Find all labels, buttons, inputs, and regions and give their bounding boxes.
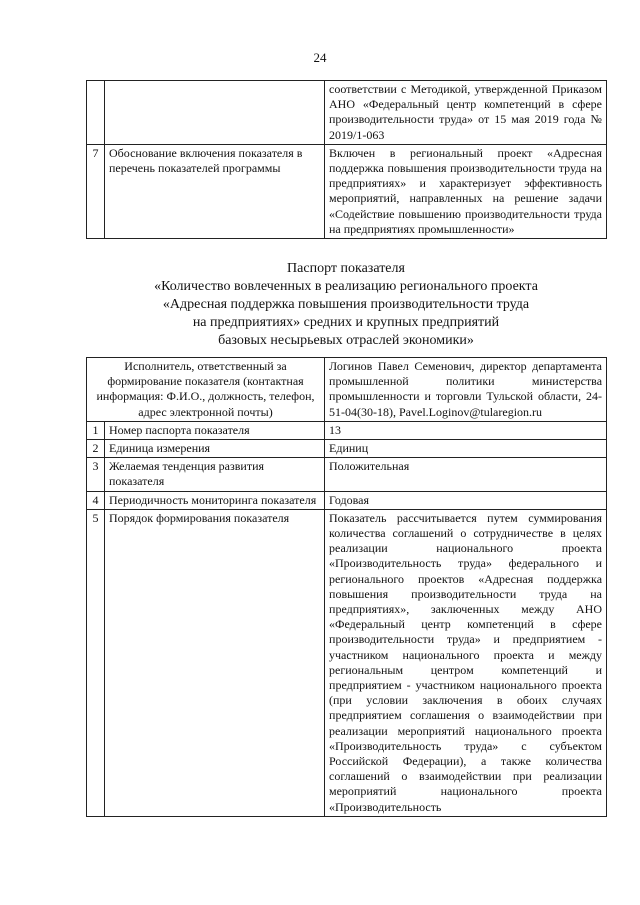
heading-line: на предприятиях» средних и крупных предприятий: [192, 315, 500, 330]
indicator-passport-table: [86, 357, 607, 817]
heading-line: Паспорт показателя: [287, 261, 405, 276]
row-value: Включен в региональный проект «Адресная поддержка повышения производительности труда на предприятиях» и характеризует эффективность мероприятий, направленных на решение задачи «Содействие повышению производительности труда на предприятиях промышленности»: [325, 144, 607, 238]
table-row: [87, 358, 607, 422]
page-number: 24: [313, 50, 327, 65]
table-row: [87, 509, 607, 816]
table-row: [87, 458, 607, 491]
row-number: 2: [87, 440, 105, 458]
row-label: [105, 81, 325, 145]
executor-label: Исполнитель, ответственный за формирование показателя (контактная информация: Ф.И.О., должность, телефон, адрес электронной почты): [87, 358, 325, 422]
table-row: [87, 81, 607, 145]
table-row: [87, 144, 607, 238]
row-number: 7: [87, 144, 105, 238]
row-value: 13: [325, 421, 607, 439]
row-label: Единица измерения: [105, 440, 325, 458]
table-row: [87, 440, 607, 458]
row-number: 5: [87, 509, 105, 816]
row-value: Годовая: [325, 491, 607, 509]
top-table: [86, 80, 607, 239]
table-row: [87, 421, 607, 439]
row-label: Обоснование включения показателя в перечень показателей программы: [105, 144, 325, 238]
heading-line: «Адресная поддержка повышения производительности труда: [162, 297, 530, 312]
row-label: Порядок формирования показателя: [105, 509, 325, 816]
row-value: Показатель рассчитывается путем суммирования количества соглашений о сотрудничестве в целях реализации национального проекта «Производительность труда» федерального и регионального проектов «Адресная поддержка повышения производительности труда на предприятиях», заключенных между АНО «Федеральный центр компетенций в сфере производительности труда» и предприятием - участником национального проекта и между региональным центром компетенций и предприятием - участником национального проекта (при условии заключения в обоих случаях предприятием соглашения о взаимодействии при реализации мероприятий национального проекта «Производительность труда» с субъектом Российской Федерации), а также количества соглашений о взаимодействии при реализации мероприятий национального проекта «Производительность: [325, 509, 607, 816]
row-label: Желаемая тенденция развития показателя: [105, 458, 325, 491]
row-number: [87, 81, 105, 145]
row-number: 4: [87, 491, 105, 509]
row-value: Единиц: [325, 440, 607, 458]
row-number: 3: [87, 458, 105, 491]
executor-value: Логинов Павел Семенович, директор департамента промышленной политики министерства промышленности и торговли Тульской области, 24-51-04(30-18), Pavel.Loginov@tularegion.ru: [325, 358, 607, 422]
table-row: [87, 491, 607, 509]
row-value: Положительная: [325, 458, 607, 491]
heading-line: базовых несырьевых отраслей экономики»: [218, 333, 474, 348]
row-label: Номер паспорта показателя: [105, 421, 325, 439]
row-value: соответствии с Методикой, утвержденной Приказом АНО «Федеральный центр компетенций в сфере производительности труда» от 15 мая 2019 года № 2019/1-063: [325, 81, 607, 145]
passport-heading: [86, 260, 606, 350]
row-label: Периодичность мониторинга показателя: [105, 491, 325, 509]
row-number: 1: [87, 421, 105, 439]
heading-line: «Количество вовлеченных в реализацию регионального проекта: [154, 279, 538, 294]
